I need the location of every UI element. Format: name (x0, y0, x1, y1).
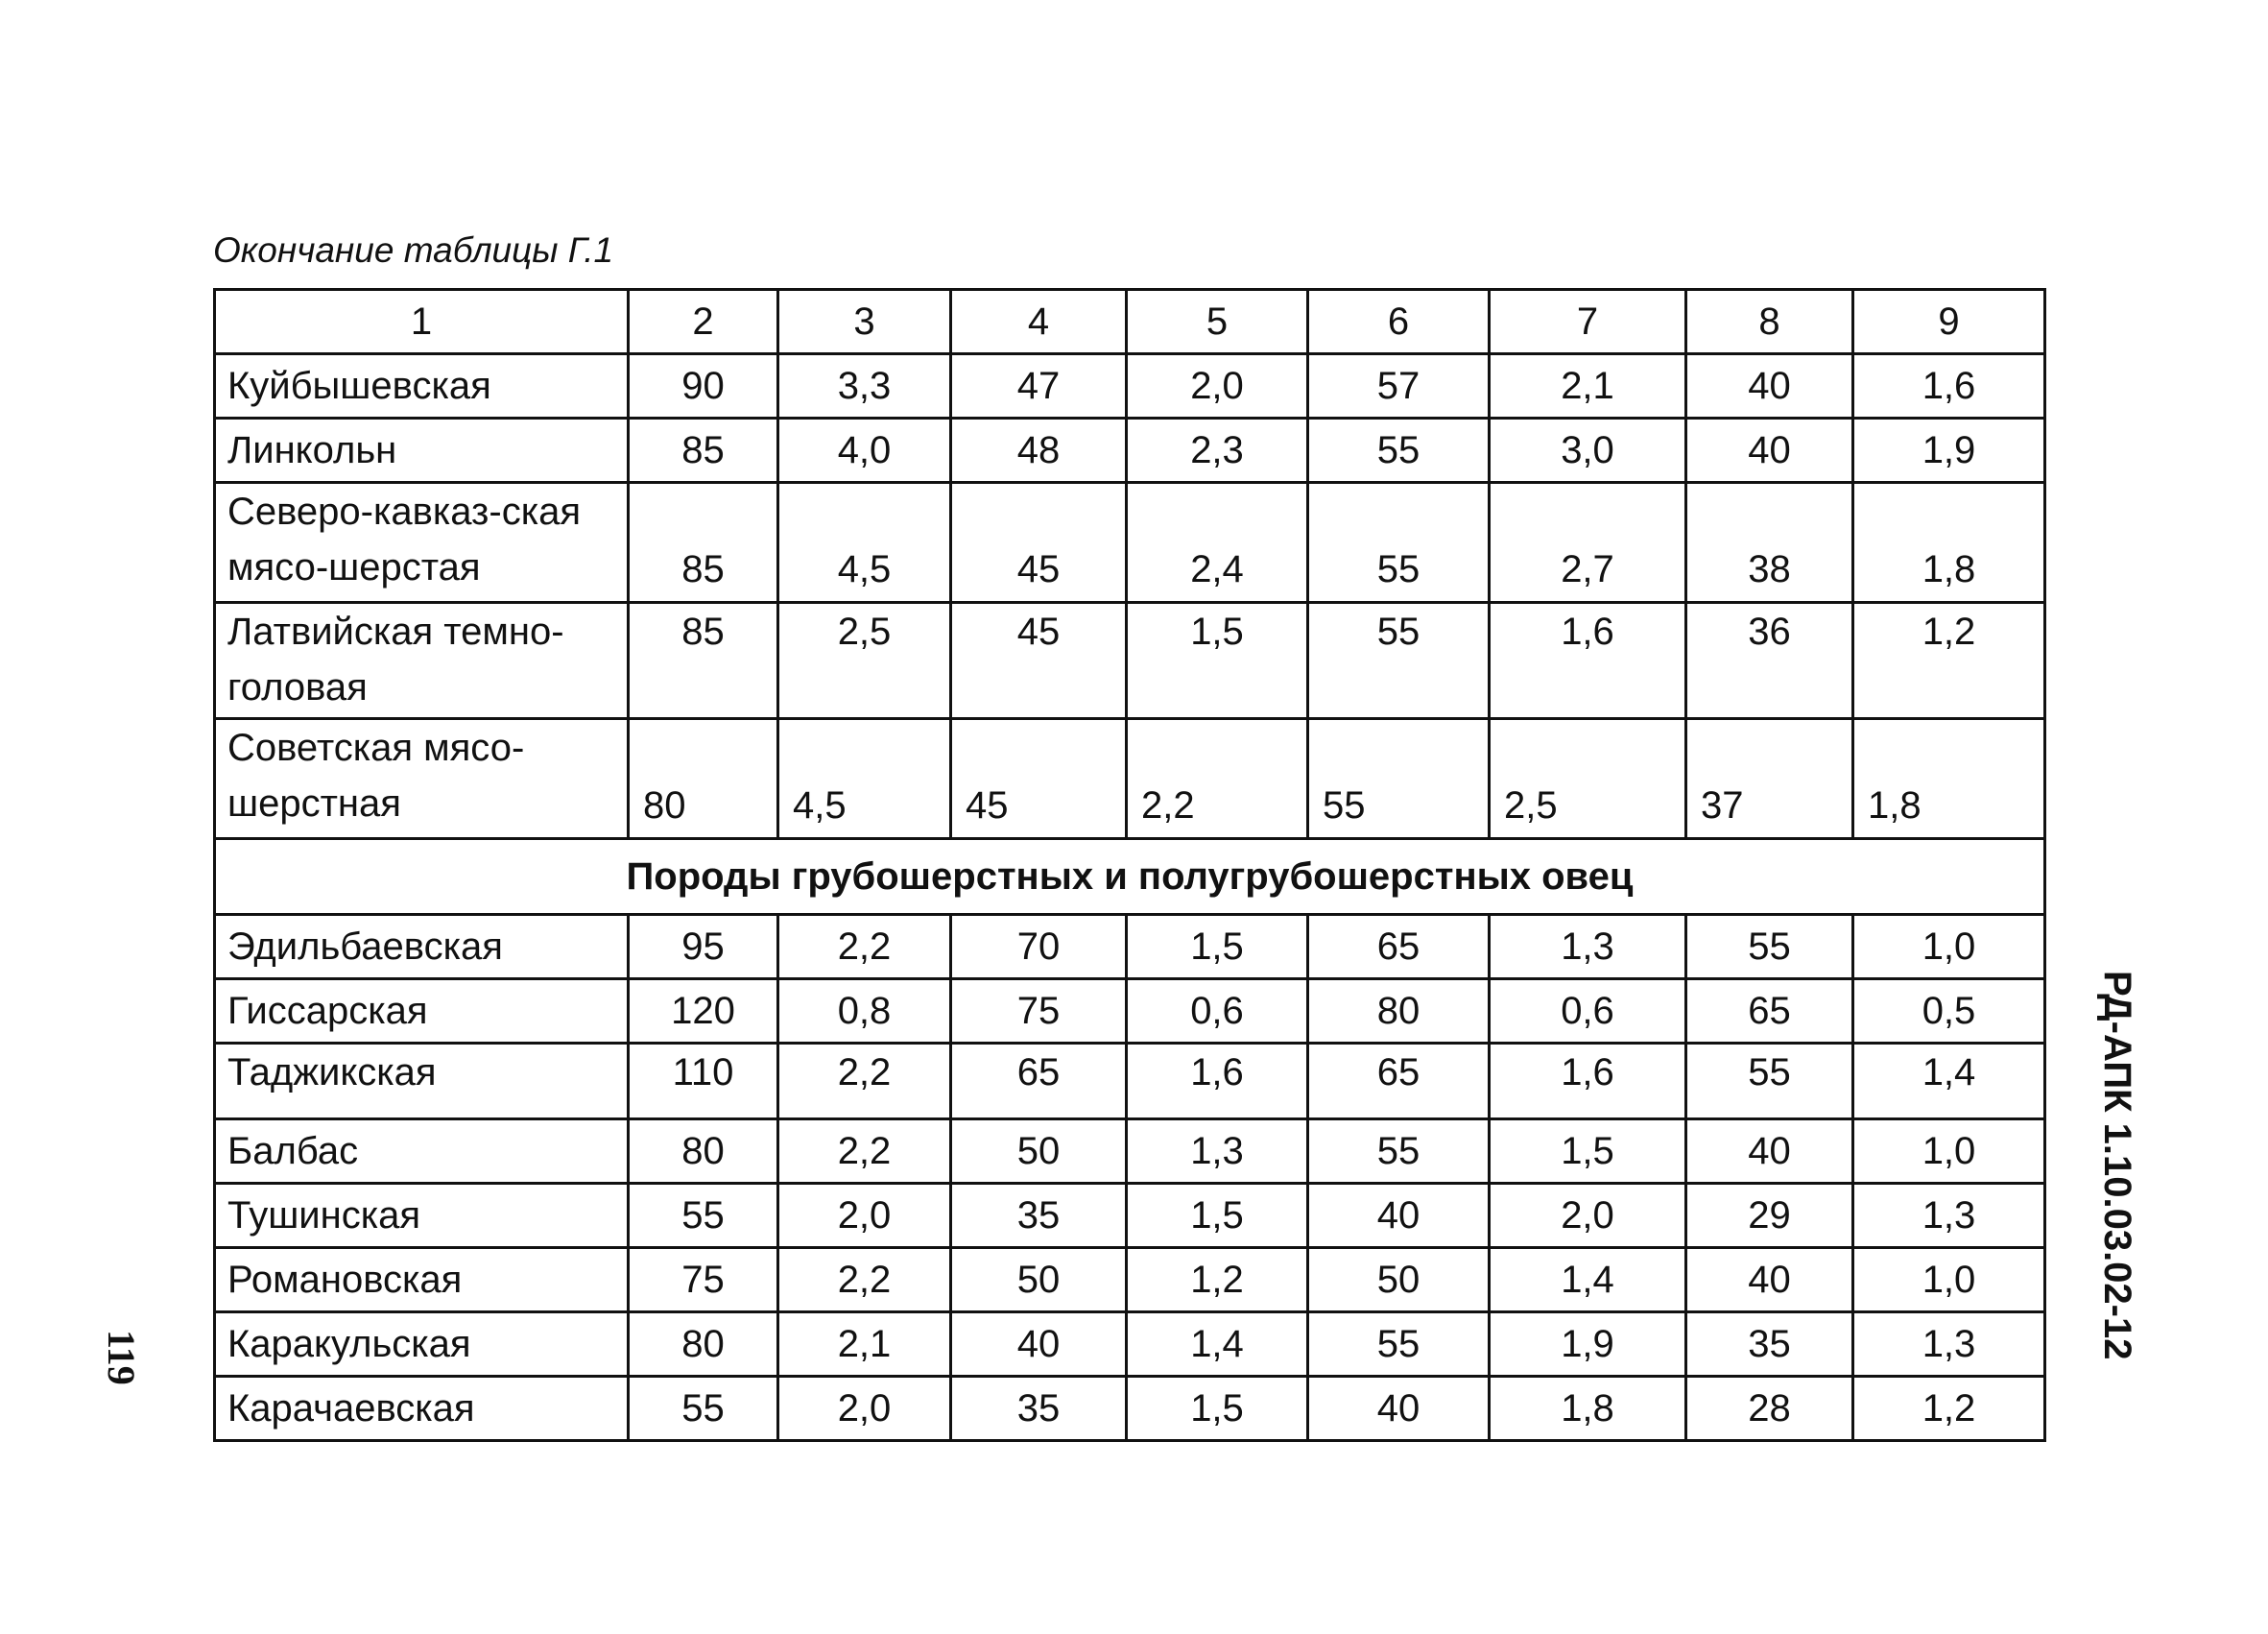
value-cell: 2,0 (1490, 1184, 1686, 1248)
value-cell: 120 (629, 979, 778, 1044)
value-cell: 40 (1686, 354, 1853, 419)
value-cell: 4,0 (778, 419, 951, 483)
value-cell: 45 (951, 483, 1127, 603)
value-cell: 95 (629, 915, 778, 979)
value-cell: 2,2 (1127, 719, 1308, 839)
value-cell: 2,2 (778, 1248, 951, 1312)
breed-name-cell (215, 1119, 629, 1184)
value-cell: 1,4 (1490, 1248, 1686, 1312)
value-cell: 2,2 (778, 1119, 951, 1184)
breed-name: Гиссарская (227, 990, 428, 1032)
value-cell: 55 (1686, 1044, 1853, 1119)
value-cell: 55 (629, 1184, 778, 1248)
value-cell: 80 (1308, 979, 1490, 1044)
value-cell: 65 (1686, 979, 1853, 1044)
value-cell: 110 (629, 1044, 778, 1119)
value-cell: 4,5 (778, 483, 951, 603)
value-cell: 3,3 (778, 354, 951, 419)
breed-name-line: Латвийская темно- (227, 611, 564, 653)
breed-name: Линкольн (227, 429, 397, 471)
value-cell: 1,5 (1127, 1184, 1308, 1248)
value-cell: 3,0 (1490, 419, 1686, 483)
header-cell: 4 (951, 290, 1127, 354)
table-row (215, 719, 2045, 839)
value-cell: 1,2 (1853, 1377, 2045, 1441)
value-cell: 1,0 (1853, 1119, 2045, 1184)
table-row (215, 1312, 2045, 1377)
value-cell: 2,2 (778, 1044, 951, 1119)
value-cell: 0,8 (778, 979, 951, 1044)
value-cell: 1,6 (1127, 1044, 1308, 1119)
value-cell: 2,0 (778, 1377, 951, 1441)
table-row (215, 1119, 2045, 1184)
table-row (215, 419, 2045, 483)
value-cell: 4,5 (778, 719, 951, 839)
value-cell: 2,7 (1490, 483, 1686, 603)
value-cell: 1,5 (1490, 1119, 1686, 1184)
value-cell: 1,8 (1853, 719, 2045, 839)
breed-name-cell (215, 719, 629, 839)
value-cell: 1,6 (1853, 354, 2045, 419)
breed-name-cell (215, 1377, 629, 1441)
value-cell: 70 (951, 915, 1127, 979)
value-cell: 35 (951, 1377, 1127, 1441)
breed-name-cell (215, 483, 629, 603)
value-cell: 1,5 (1127, 603, 1308, 719)
breed-name: Куйбышевская (227, 365, 491, 407)
value-cell: 85 (629, 483, 778, 603)
header-cell: 1 (215, 290, 629, 354)
value-cell: 80 (629, 719, 778, 839)
value-cell: 1,3 (1490, 915, 1686, 979)
table-row (215, 354, 2045, 419)
value-cell: 55 (1308, 1312, 1490, 1377)
breed-name: Каракульская (227, 1323, 471, 1365)
breed-name: Эдильбаевская (227, 925, 503, 968)
header-cell: 6 (1308, 290, 1490, 354)
document-code: РД-АПК 1.10.03.02-12 (2096, 971, 2138, 1360)
value-cell: 1,4 (1853, 1044, 2045, 1119)
value-cell: 65 (1308, 1044, 1490, 1119)
table-caption: Окончание таблицы Г.1 (213, 230, 614, 270)
table-row (215, 603, 2045, 719)
value-cell: 1,6 (1490, 1044, 1686, 1119)
value-cell: 1,9 (1490, 1312, 1686, 1377)
value-cell: 0,6 (1490, 979, 1686, 1044)
value-cell: 36 (1686, 603, 1853, 719)
breed-name-line: Советская мясо- (227, 727, 525, 769)
page-number: 119 (100, 1330, 143, 1385)
breeds-table (213, 288, 2046, 1442)
value-cell: 55 (629, 1377, 778, 1441)
breed-name-line: мясо-шерстая (227, 546, 481, 589)
value-cell: 50 (951, 1119, 1127, 1184)
value-cell: 1,2 (1853, 603, 2045, 719)
table-row (215, 1044, 2045, 1119)
breed-name-cell (215, 1248, 629, 1312)
header-cell: 2 (629, 290, 778, 354)
header-cell: 9 (1853, 290, 2045, 354)
header-row (215, 290, 2045, 354)
value-cell: 65 (951, 1044, 1127, 1119)
value-cell: 1,0 (1853, 1248, 2045, 1312)
value-cell: 1,8 (1490, 1377, 1686, 1441)
value-cell: 75 (951, 979, 1127, 1044)
value-cell: 0,6 (1127, 979, 1308, 1044)
value-cell: 35 (1686, 1312, 1853, 1377)
value-cell: 50 (1308, 1248, 1490, 1312)
value-cell: 2,4 (1127, 483, 1308, 603)
value-cell: 40 (1308, 1377, 1490, 1441)
value-cell: 1,8 (1853, 483, 2045, 603)
value-cell: 55 (1686, 915, 1853, 979)
breed-name-cell (215, 979, 629, 1044)
value-cell: 40 (1686, 1248, 1853, 1312)
value-cell: 2,0 (778, 1184, 951, 1248)
table-row (215, 979, 2045, 1044)
value-cell: 2,5 (778, 603, 951, 719)
breed-name: Карачаевская (227, 1387, 475, 1430)
table-row (215, 915, 2045, 979)
value-cell: 1,3 (1853, 1312, 2045, 1377)
value-cell: 55 (1308, 1119, 1490, 1184)
breed-name-line: шерстная (227, 782, 401, 825)
value-cell: 1,4 (1127, 1312, 1308, 1377)
table-row (215, 1248, 2045, 1312)
value-cell: 55 (1308, 419, 1490, 483)
value-cell: 80 (629, 1119, 778, 1184)
value-cell: 48 (951, 419, 1127, 483)
breed-name-cell (215, 1184, 629, 1248)
value-cell: 55 (1308, 603, 1490, 719)
value-cell: 57 (1308, 354, 1490, 419)
value-cell: 90 (629, 354, 778, 419)
value-cell: 2,1 (1490, 354, 1686, 419)
header-cell: 5 (1127, 290, 1308, 354)
section-title: Породы грубошерстных и полугрубошерстных овец (215, 839, 2045, 915)
breed-name: Таджикская (227, 1051, 437, 1093)
header-cell: 3 (778, 290, 951, 354)
value-cell: 75 (629, 1248, 778, 1312)
table-row (215, 483, 2045, 603)
value-cell: 35 (951, 1184, 1127, 1248)
value-cell: 0,5 (1853, 979, 2045, 1044)
table-row (215, 1184, 2045, 1248)
value-cell: 1,3 (1127, 1119, 1308, 1184)
breed-name-cell (215, 603, 629, 719)
value-cell: 37 (1686, 719, 1853, 839)
value-cell: 1,5 (1127, 1377, 1308, 1441)
breed-name-line: головая (227, 666, 368, 709)
value-cell: 45 (951, 719, 1127, 839)
value-cell: 80 (629, 1312, 778, 1377)
value-cell: 85 (629, 419, 778, 483)
breed-name-cell (215, 1044, 629, 1119)
header-cell: 8 (1686, 290, 1853, 354)
value-cell: 40 (1308, 1184, 1490, 1248)
value-cell: 1,5 (1127, 915, 1308, 979)
value-cell: 2,3 (1127, 419, 1308, 483)
breed-name-cell (215, 354, 629, 419)
value-cell: 47 (951, 354, 1127, 419)
table-row (215, 1377, 2045, 1441)
value-cell: 40 (1686, 419, 1853, 483)
value-cell: 2,1 (778, 1312, 951, 1377)
value-cell: 2,5 (1490, 719, 1686, 839)
value-cell: 55 (1308, 719, 1490, 839)
value-cell: 85 (629, 603, 778, 719)
breed-name: Балбас (227, 1130, 359, 1172)
value-cell: 2,2 (778, 915, 951, 979)
breed-name-cell (215, 915, 629, 979)
value-cell: 1,0 (1853, 915, 2045, 979)
value-cell: 1,9 (1853, 419, 2045, 483)
value-cell: 50 (951, 1248, 1127, 1312)
value-cell: 40 (1686, 1119, 1853, 1184)
breed-name-line: Северо-кавказ-ская (227, 491, 581, 533)
breed-name: Тушинская (227, 1194, 420, 1237)
value-cell: 1,2 (1127, 1248, 1308, 1312)
breed-name-cell (215, 419, 629, 483)
value-cell: 1,6 (1490, 603, 1686, 719)
header-cell: 7 (1490, 290, 1686, 354)
value-cell: 45 (951, 603, 1127, 719)
value-cell: 28 (1686, 1377, 1853, 1441)
breed-name-cell (215, 1312, 629, 1377)
section-row (215, 839, 2045, 915)
value-cell: 2,0 (1127, 354, 1308, 419)
value-cell: 1,3 (1853, 1184, 2045, 1248)
breed-name: Романовская (227, 1259, 463, 1301)
value-cell: 55 (1308, 483, 1490, 603)
value-cell: 40 (951, 1312, 1127, 1377)
value-cell: 29 (1686, 1184, 1853, 1248)
value-cell: 65 (1308, 915, 1490, 979)
value-cell: 38 (1686, 483, 1853, 603)
